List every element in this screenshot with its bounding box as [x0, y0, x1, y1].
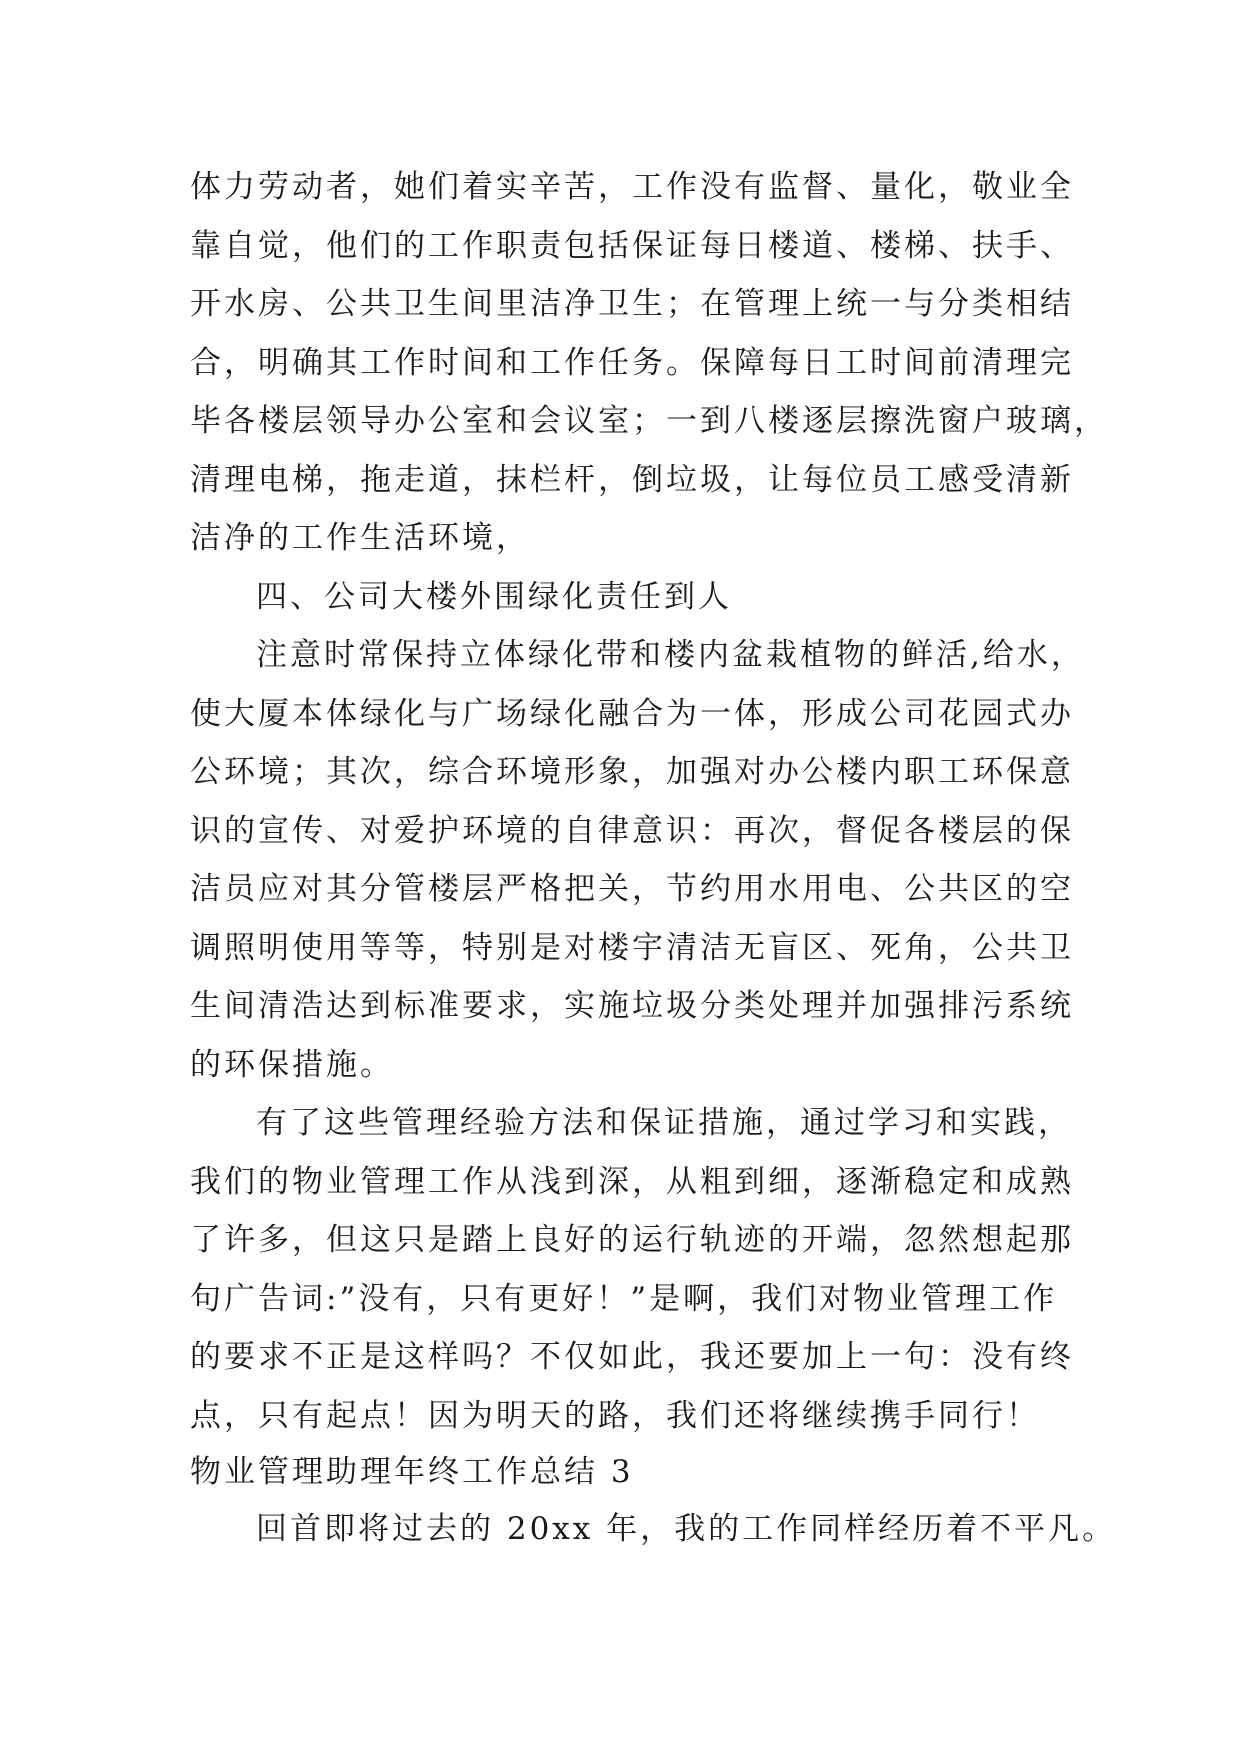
summary-title: 物业管理助理年终工作总结 3 — [190, 1454, 634, 1490]
document-body — [190, 158, 1117, 1559]
text-line: 注意时常保持立体绿化带和楼内盆栽植物的鲜活,给水， — [256, 637, 1085, 673]
text-line: 清理电梯，拖走道，抹栏杆，倒垃圾，让每位员工感受清新 — [190, 461, 1074, 498]
text-line: 句广告词:”没有，只有更好！”是啊，我们对物业管理工作 — [190, 1280, 1058, 1317]
text-line: 生间清浩达到标准要求，实施垃圾分类处理并加强排污系统 — [190, 988, 1074, 1024]
text-line: 有了这些管理经验方法和保证措施，通过学习和实践， — [256, 1105, 1072, 1141]
text-line: 识的宣传、对爱护环境的自律意识：再次，督促各楼层的保 — [190, 812, 1074, 849]
text-line: 回首即将过去的 20xx 年，我的工作同样经历着不平凡。 — [256, 1511, 1117, 1547]
text-line: 体力劳动者，她们着实辛苦，工作没有监督、量化，敬业全 — [190, 169, 1074, 205]
text-line: 的要求不正是这样吗？不仅如此，我还要加上一句：没有终 — [190, 1339, 1074, 1375]
text-line: 开水房、公共卫生间里洁净卫生；在管理上统一与分类相结 — [190, 286, 1074, 322]
text-line: 毕各楼层领导办公室和会议室；一到八楼逐层擦洗窗户玻璃， — [190, 403, 1108, 439]
paragraph-greening — [190, 626, 1085, 1094]
text-line: 调照明使用等等，特别是对楼宇清洁无盲区、死角，公共卫 — [190, 929, 1074, 966]
text-line: 公环境；其次，综合环境形象，加强对办公楼内职工环保意 — [190, 754, 1074, 790]
paragraph-conclusion — [190, 1094, 1074, 1445]
text-line: 洁净的工作生活环境， — [190, 520, 530, 556]
text-line: 的环保措施。 — [190, 1046, 394, 1083]
text-line: 使大厦本体绿化与广场绿化融合为一体，形成公司花园式办 — [190, 695, 1074, 732]
paragraph-cleaning-duties — [190, 158, 1108, 568]
section-heading: 四、公司大楼外围绿化责任到人 — [256, 578, 732, 615]
text-line: 合，明确其工作时间和工作任务。保障每日工时间前清理完 — [190, 344, 1074, 381]
text-line: 洁员应对其分管楼层严格把关，节约用水用电、公共区的空 — [190, 871, 1074, 907]
text-line: 我们的物业管理工作从浅到深，从粗到细，逐渐稳定和成熟 — [190, 1163, 1074, 1200]
text-line: 点，只有起点！因为明天的路，我们还将继续携手同行！ — [190, 1397, 1040, 1434]
text-line: 了许多，但这只是踏上良好的运行轨迹的开端，忽然想起那 — [190, 1222, 1074, 1258]
paragraph-retrospective — [190, 1500, 1117, 1559]
text-line: 靠自觉，他们的工作职责包括保证每日楼道、楼梯、扶手、 — [190, 227, 1074, 264]
